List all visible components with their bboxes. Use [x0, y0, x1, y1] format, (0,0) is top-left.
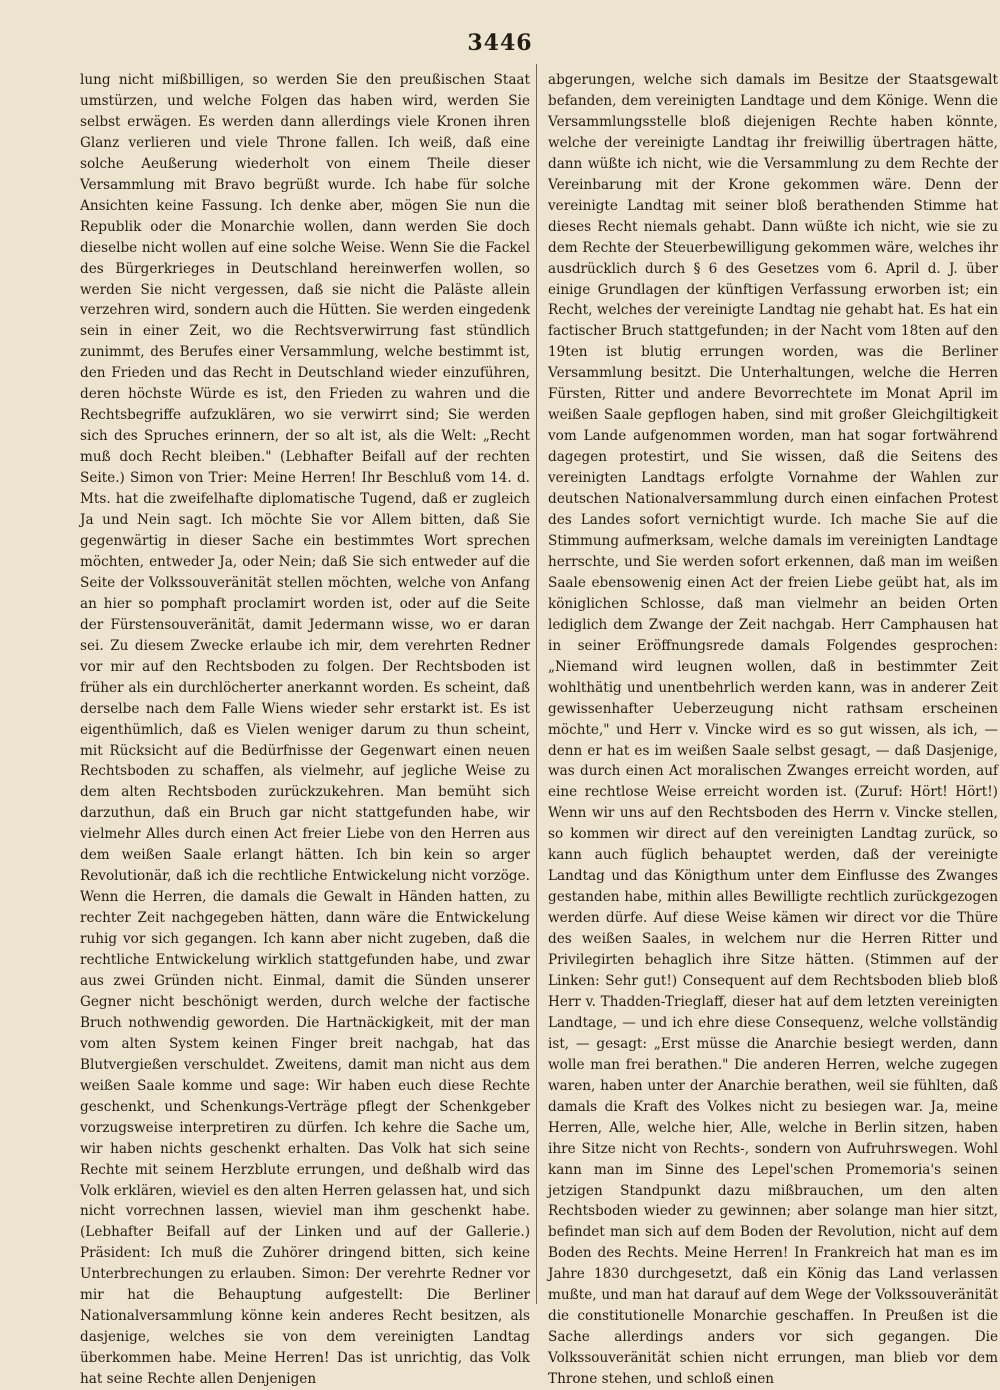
page-number: 3446 — [467, 30, 533, 56]
column-divider — [536, 64, 537, 1304]
right-column — [548, 70, 998, 1388]
left-column-text: lung nicht mißbilligen, so werden Sie den preußischen Staat umstürzen, und welche Folgen das haben wird, werden Sie selbst erwägen. Es werden dann allerdings viele Kronen ihren Glanz verlieren und viele Throne fallen. Ich weiß, daß eine solche Aeußerung wiederholt von einem Theile dieser Versammlung mit Bravo begrüßt wurde. Ich habe für solche Ansichten keine Fassung. Ich denke aber, mögen Sie nun die Republik oder die Monarchie wollen, dann werden Sie doch dieselbe nicht wollen auf eine solche Weise. Wenn Sie die Fackel des Bürgerkrieges in Deutschland hereinwerfen wollen, so werden Sie nicht vergessen, daß sie nicht die Paläste allein verzehren wird, sondern auch die Hütten. Sie werden eingedenk sein in einer Zeit, wo die Rechtsverwirrung fast stündlich zunimmt, des Berufes einer Versammlung, welche bestimmt ist, den Frieden und das Recht in Deutschland wieder einzuführen, deren höchste Würde es ist, den Frieden zu wahren und die Rechtsbegriffe aufzuklären, wo sie verwirrt sind; Sie werden sich des Spruches erinnern, der so alt ist, als die Welt: „Recht muß doch Recht bleiben." (Lebhafter Beifall auf der rechten Seite.) Simon von Trier: Meine Herren! Ihr Beschluß vom 14. d. Mts. hat die zweifelhafte diplomatische Tugend, daß er zugleich Ja und Nein sagt. Ich möchte Sie vor Allem bitten, daß Sie gegenwärtig in dieser Sache ein bestimmtes Wort sprechen möchten, entweder Ja, oder Nein; daß Sie sich entweder auf die Seite der Volkssouveränität stellen möchten, welche von Anfang an hier so pomphaft proclamirt worden ist, oder auf die Seite der Fürstensouveränität, damit Jedermann wisse, wo er daran sei. Zu diesem Zwecke erlaube ich mir, dem verehrten Redner vor mir auf den Rechtsboden zu folgen. Der Rechtsboden ist früher als ein durchlöcherter anerkannt worden. Es scheint, daß derselbe nach dem Falle Wiens wieder sehr erstarkt ist. Es ist eigenthümlich, daß es Vielen weniger darum zu thun scheint, mit Rücksicht auf die Bedürfnisse der Gegenwart einen neuen Rechtsboden zu schaffen, als vielmehr, auf jegliche Weise zu dem alten Rechtsboden zurückzukehren. Man bemüht sich darzuthun, daß ein Bruch gar nicht stattgefunden habe, wir vielmehr Alles durch einen Act freier Liebe von den Herren aus dem weißen Saale erlangt hätten. Ich bin kein so arger Revolutionär, daß ich die rechtliche Entwickelung nicht vorzöge. Wenn die Herren, die damals die Gewalt in Händen hatten, zu rechter Zeit nachgegeben hätten, dann wäre die Entwickelung ruhig vor sich gegangen. Ich kann aber nicht zugeben, daß die rechtliche Entwickelung wirklich stattgefunden habe, und zwar aus zwei Gründen nicht. Einmal, damit die Sünden unserer Gegner nicht beschönigt werden, durch welche der factische Bruch nothwendig geworden. Die Hartnäckigkeit, mit der man vom alten System keinen Finger breit nachgab, hat das Blutvergießen verschuldet. Zweitens, damit man nicht aus dem weißen Saale komme und sage: Wir haben euch diese Rechte geschenkt, und Schenkungs-Verträge pflegt der Schenkgeber vorzugsweise interpretiren zu dürfen. Ich kehre die Sache um, wir haben nichts geschenkt erhalten. Das Volk hat sich seine Rechte mit seinem Herzblute errungen, und deßhalb wird das Volk erklären, wieviel es den alten Herren gelassen hat, und sich nicht vorrechnen lassen, wieviel man ihm geschenkt habe. (Lebhafter Beifall auf der Linken und auf der Gallerie.) Präsident: Ich muß die Zuhörer dringend bitten, sich keine Unterbrechungen zu erlauben. Simon: Der verehrte Redner vor mir hat die Behauptung aufgestellt: Die Berliner Nationalversammlung könne kein anderes Recht besitzen, als dasjenige, welches sie von dem vereinigten Landtag überkommen habe. Meine Herren! Das ist unrichtig, das Volk hat seine Rechte allen Denjenigen — [80, 72, 530, 1388]
right-column-text: abgerungen, welche sich damals im Besitze der Staatsgewalt befanden, dem vereinigten Landtage und dem Könige. Wenn die Versammlungsstelle bloß diejenigen Rechte haben könnte, welche der vereinigte Landtag ihr freiwillig übertragen hätte, dann wüßte ich nicht, wie die Versammlung zu dem Rechte der Vereinbarung mit der Krone gekommen wäre. Denn der vereinigte Landtag mit seiner bloß berathenden Stimme hat dieses Recht niemals gehabt. Dann wüßte ich nicht, wie sie zu dem Rechte der Steuerbewilligung gekommen wäre, welches ihr ausdrücklich durch § 6 des Gesetzes vom 6. April d. J. über einige Grundlagen der künftigen Verfassung erworben ist; ein Recht, welches der vereinigte Landtag nie gehabt hat. Es hat ein factischer Bruch stattgefunden; in der Nacht vom 18ten auf den 19ten ist blutig errungen worden, was die Berliner Versammlung besitzt. Die Unterhaltungen, welche die Herren Fürsten, Ritter und andere Bevorrechtete im Monat April im weißen Saale gepflogen haben, sind mit großer Gleichgiltigkeit vom Lande aufgenommen worden, man hat sogar fortwährend dagegen protestirt, und Sie wissen, daß die Seitens des vereinigten Landtags erfolgte Vornahme der Wahlen zur deutschen Nationalversammlung durch einen einfachen Protest des Landes sofort vernichtigt wurde. Ich mache Sie auf die Stimmung aufmerksam, welche damals im vereinigten Landtage herrschte, und Sie werden sofort erkennen, daß man im weißen Saale ebensowenig einen Act der freien Liebe geübt hat, als im königlichen Schlosse, daß man vielmehr an beiden Orten lediglich dem Zwange der Zeit nachgab. Herr Camphausen hat in seiner Eröffnungsrede damals Folgendes gesprochen: „Niemand wird leugnen wollen, daß in bestimmter Zeit wohlthätig und unentbehrlich werden kann, was in anderer Zeit gewissenhafter Ueberzeugung nicht rathsam erscheinen möchte," und Herr v. Vincke wird es so gut wissen, als ich, — denn er hat es im weißen Saale selbst gesagt, — daß Dasjenige, was durch einen Act moralischen Zwanges erreicht worden, auf eine rechtlose Weise erreicht worden ist. (Zuruf: Hört! Hört!) Wenn wir uns auf den Rechtsboden des Herrn v. Vincke stellen, so kommen wir direct auf den vereinigten Landtag zurück, so kann auch füglich behauptet werden, daß der vereinigte Landtag und das Königthum unter dem Einflusse des Zwanges gestanden habe, mithin alles Bewilligte rechtlich zurückgezogen werden dürfe. Auf diese Weise kämen wir direct vor die Thüre des weißen Saales, in welchem nur die Herren Ritter und Privilegirten behaglich ihre Sitze hätten. (Stimmen auf der Linken: Sehr gut!) Consequent auf dem Rechtsboden blieb bloß Herr v. Thadden-Trieglaff, dieser hat auf dem letzten vereinigten Landtage, — und ich ehre diese Consequenz, welche vollständig ist, — gesagt: „Erst müsse die Anarchie besiegt werden, dann wolle man frei berathen." Die anderen Herren, welche zugegen waren, haben unter der Anarchie berathen, weil sie fühlten, daß damals die Kraft des Volkes nicht zu besiegen war. Ja, meine Herren, Alle, welche hier, Alle, welche in Berlin sitzen, haben ihre Sitze nicht von Rechts-, sondern von Aufruhrswegen. Wohl kann man im Sinne des Lepel'schen Promemoria's seinen jetzigen Standpunkt dazu mißbrauchen, um den alten Rechtsboden wieder zu gewinnen; aber solange man hier sitzt, befindet man sich auf dem Boden der Revolution, nicht auf dem Boden des Rechts. Meine Herren! In Frankreich hat man es im Jahre 1830 durchgesetzt, daß ein König das Land verlassen mußte, und man hat darauf auf dem Wege der Volkssouveränität die constitutionelle Monarchie geschaffen. In Preußen ist die Sache allerdings anders vor sich gegangen. Die Volkssouveränität schien nicht errungen, man blieb vor dem Throne stehen, und schloß einen — [548, 72, 998, 1388]
left-column — [80, 70, 530, 1388]
